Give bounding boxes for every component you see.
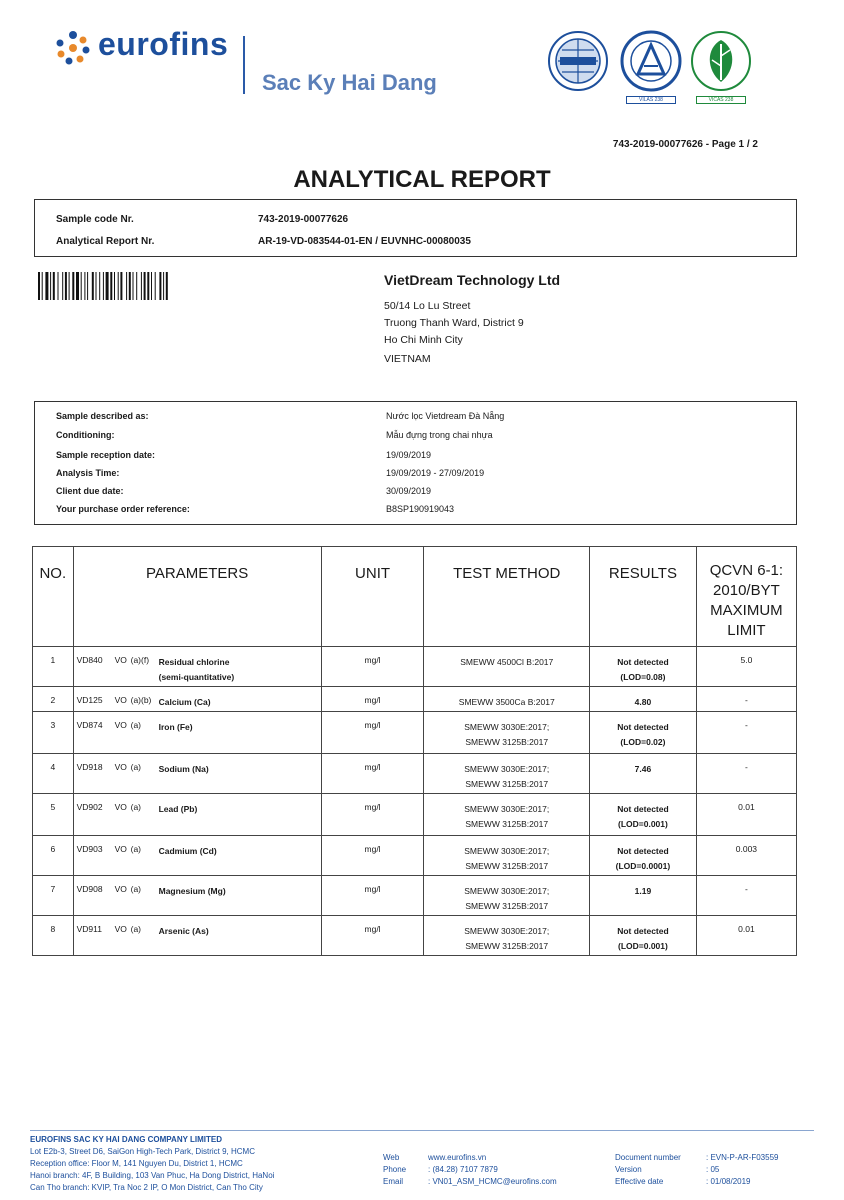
parameter-name-line: Lead (Pb)	[158, 804, 198, 814]
analysis-time-value: 19/09/2019 - 27/09/2019	[386, 468, 485, 478]
parameter-name	[159, 695, 211, 710]
footer-divider	[30, 1130, 814, 1131]
result-line: Not detected	[617, 846, 669, 856]
client-address-line: Truong Thanh Ward, District 9	[384, 317, 524, 329]
barcode-bar	[166, 272, 168, 300]
barcode-bar	[159, 272, 161, 300]
table-row	[33, 647, 797, 687]
header-limit-line: QCVN 6-1:	[709, 562, 784, 579]
barcode-bar	[133, 272, 134, 300]
parameter-code: VD911	[76, 924, 102, 934]
parameter-vo: VO	[114, 884, 127, 894]
result-line: 1.19	[634, 886, 652, 896]
client-due-date-label: Client due date:	[56, 486, 124, 496]
barcode-bar	[42, 272, 43, 300]
parameter-name-line: (semi-quantitative)	[158, 672, 235, 682]
limit-cell: -	[696, 712, 796, 754]
table-row	[33, 794, 797, 836]
unit-cell: mg/l	[321, 876, 424, 916]
method-line: SMEWW 3030E:2017;	[464, 886, 550, 896]
result-cell	[590, 712, 697, 754]
footer-company-block	[30, 1134, 274, 1194]
report-title: ANALYTICAL REPORT	[293, 166, 551, 193]
footer-address-line: Hanoi branch: 4F, B Building, 103 Van Phuc, Ha Dong District, HaNoi	[30, 1171, 275, 1180]
parameter-accreditation: (a)	[130, 924, 141, 934]
footer-address-line: Can Tho branch: KVIP, Tra Noc 2 IP, O Mon District, Can Tho City	[30, 1183, 263, 1192]
result-cell	[590, 647, 697, 687]
unit-cell: mg/l	[321, 712, 424, 754]
footer-contact-labels	[383, 1152, 433, 1188]
barcode-bar	[81, 272, 82, 300]
table-row	[33, 712, 797, 754]
barcode-bar	[110, 272, 112, 300]
parameter-code: VD874	[76, 720, 103, 730]
barcode-bar	[92, 272, 94, 300]
method-line: SMEWW 3030E:2017;	[464, 722, 550, 732]
method-line: SMEWW 3125B:2017	[465, 901, 549, 911]
row-number: 8	[33, 916, 74, 956]
report-number-label: Analytical Report Nr.	[56, 236, 155, 247]
page-reference: 743-2019-00077626 - Page 1 / 2	[612, 139, 758, 150]
barcode-bar	[72, 272, 74, 300]
barcode-bar	[106, 272, 109, 300]
reception-date-value: 19/09/2019	[386, 450, 432, 460]
method-line: SMEWW 3030E:2017;	[464, 764, 550, 774]
footer-document-values	[706, 1152, 778, 1188]
method-cell	[424, 687, 590, 712]
parameter-accreditation: (a)(f)	[130, 655, 150, 665]
barcode-bar	[99, 272, 100, 300]
table-row	[33, 836, 797, 876]
barcode-bar	[141, 272, 142, 300]
footer-version-label: Version	[615, 1165, 642, 1174]
purchase-order-value: B8SP190919043	[386, 504, 455, 514]
barcode-bar	[38, 272, 40, 300]
client-name: VietDream Technology Ltd	[384, 272, 561, 288]
result-cell	[590, 754, 697, 794]
header-unit: UNIT	[321, 547, 424, 647]
footer-doc-number-value: : EVN-P-AR-F03559	[706, 1153, 779, 1162]
sample-code-value: 743-2019-00077626	[258, 214, 349, 225]
globe-accreditation-seal-icon	[547, 30, 609, 92]
parameter-cell	[73, 712, 321, 754]
parameter-accreditation: (a)	[130, 720, 141, 730]
header-limit-line: LIMIT	[727, 622, 766, 639]
unit-cell: mg/l	[321, 916, 424, 956]
unit-cell: mg/l	[321, 754, 424, 794]
footer-address-line: Reception office: Floor M, 141 Nguyen Du, District 1, HCMC	[30, 1159, 243, 1168]
row-number: 1	[33, 647, 74, 687]
parameter-name	[159, 720, 193, 735]
parameter-vo: VO	[114, 720, 127, 730]
parameter-cell	[73, 754, 321, 794]
parameter-vo: VO	[114, 802, 127, 812]
footer-version-value: : 05	[706, 1165, 720, 1174]
unit-cell: mg/l	[321, 794, 424, 836]
eurofins-logo-icon	[55, 30, 91, 66]
report-number-value: AR-19-VD-083544-01-EN / EUVNHC-00080035	[258, 236, 471, 247]
parameter-vo: VO	[114, 695, 127, 705]
parameter-accreditation: (a)(b)	[130, 695, 152, 705]
result-line: 7.46	[634, 764, 652, 774]
parameter-name	[159, 655, 235, 685]
barcode-bar	[84, 272, 85, 300]
parameter-name-line: Iron (Fe)	[158, 722, 193, 732]
parameter-vo: VO	[114, 924, 127, 934]
limit-cell: 0.003	[696, 836, 796, 876]
result-cell	[590, 687, 697, 712]
parameter-cell	[73, 794, 321, 836]
parameter-name	[159, 844, 217, 859]
row-number: 7	[33, 876, 74, 916]
barcode-bar	[65, 272, 67, 300]
footer-document-labels	[615, 1152, 681, 1188]
footer-contact-values	[428, 1152, 557, 1188]
client-address-line: VIETNAM	[384, 353, 431, 365]
limit-cell: -	[696, 687, 796, 712]
sample-code-label: Sample code Nr.	[56, 214, 134, 225]
method-line: SMEWW 3125B:2017	[465, 941, 549, 951]
barcode-bar	[76, 272, 79, 300]
table-row	[33, 754, 797, 794]
parameter-accreditation: (a)	[130, 762, 141, 772]
row-number: 2	[33, 687, 74, 712]
logo-divider	[243, 36, 245, 94]
division-name: Sac Ky Hai Dang	[262, 70, 437, 95]
result-line: (LOD=0.02)	[620, 737, 666, 747]
client-address-line: 50/14 Lo Lu Street	[384, 300, 471, 312]
header-limit	[696, 547, 796, 647]
parameter-code: VD918	[76, 762, 103, 772]
barcode-bar	[58, 272, 59, 300]
method-cell	[424, 647, 590, 687]
parameter-accreditation: (a)	[130, 844, 141, 854]
barcode-bar	[129, 272, 131, 300]
limit-cell: -	[696, 876, 796, 916]
method-cell	[424, 712, 590, 754]
method-cell	[424, 754, 590, 794]
conditioning-label: Conditioning:	[56, 430, 115, 440]
barcode-bar	[114, 272, 115, 300]
reception-date-label: Sample reception date:	[56, 450, 156, 460]
footer-email-link[interactable]: : VN01_ASM_HCMC@eurofins.com	[428, 1177, 557, 1186]
barcode-bar	[62, 272, 63, 300]
table-row	[33, 916, 797, 956]
barcode-bar	[120, 272, 122, 300]
row-number: 3	[33, 712, 74, 754]
barcode-bar	[144, 272, 146, 300]
row-number: 5	[33, 794, 74, 836]
leaf-seal-icon	[690, 30, 752, 92]
parameter-accreditation: (a)	[130, 802, 141, 812]
footer-phone-label: Phone	[383, 1165, 407, 1174]
results-table-body	[33, 647, 797, 956]
parameter-code: VD125	[76, 695, 103, 705]
method-cell	[424, 794, 590, 836]
method-line: SMEWW 3030E:2017;	[464, 804, 550, 814]
header-limit-line: MAXIMUM	[710, 602, 783, 619]
parameter-vo: VO	[114, 655, 127, 665]
footer-web-link[interactable]: www.eurofins.vn	[428, 1153, 487, 1162]
header-no: NO.	[33, 547, 74, 647]
parameter-vo: VO	[114, 844, 127, 854]
barcode-bar	[50, 272, 51, 300]
barcode-bar	[69, 272, 70, 300]
barcode-bar	[126, 272, 127, 300]
result-line: 4.80	[634, 697, 652, 707]
client-address-line: Ho Chi Minh City	[384, 334, 463, 346]
method-line: SMEWW 3125B:2017	[465, 779, 549, 789]
parameter-code: VD840	[76, 655, 103, 665]
limit-cell: 0.01	[696, 794, 796, 836]
footer-company-name: EUROFINS SAC KY HAI DANG COMPANY LIMITED	[30, 1135, 223, 1144]
row-number: 6	[33, 836, 74, 876]
parameter-name	[159, 924, 209, 939]
result-line: (LOD=0.001)	[618, 941, 668, 951]
method-line: SMEWW 3125B:2017	[465, 737, 549, 747]
method-line: SMEWW 3125B:2017	[465, 819, 549, 829]
analysis-time-label: Analysis Time:	[56, 468, 120, 478]
result-line: Not detected	[617, 722, 669, 732]
barcode-bar	[87, 272, 88, 300]
parameter-name	[159, 884, 226, 899]
vilas-seal-caption: VILAS 238	[626, 96, 676, 104]
footer-phone-value: : (84.28) 7107 7879	[428, 1165, 498, 1174]
header-parameters: PARAMETERS	[73, 547, 321, 647]
client-due-date-value: 30/09/2019	[386, 486, 432, 496]
parameter-cell	[73, 687, 321, 712]
barcode-bar	[155, 272, 156, 300]
result-line: (LOD=0.0001)	[615, 861, 671, 871]
result-line: Not detected	[617, 657, 669, 667]
barcode-bar	[45, 272, 48, 300]
method-line: SMEWW 3125B:2017	[465, 861, 549, 871]
footer-address-line: Lot E2b-3, Street D6, SaiGon High-Tech Park, District 9, HCMC	[30, 1147, 255, 1156]
parameter-code: VD902	[76, 802, 103, 812]
barcode-bar	[53, 272, 55, 300]
header-test-method: TEST METHOD	[424, 547, 590, 647]
footer-email-label: Email	[383, 1177, 404, 1186]
parameter-cell	[73, 876, 321, 916]
footer-web-label: Web	[383, 1153, 400, 1162]
barcode-bar	[136, 272, 137, 300]
footer-doc-number-label: Document number	[615, 1153, 681, 1162]
parameter-name-line: Magnesium (Mg)	[158, 886, 226, 896]
purchase-order-label: Your purchase order reference:	[56, 504, 190, 514]
parameter-accreditation: (a)	[130, 884, 141, 894]
result-cell	[590, 836, 697, 876]
unit-cell: mg/l	[321, 687, 424, 712]
parameter-name-line: Sodium (Na)	[158, 764, 209, 774]
limit-cell: 5.0	[696, 647, 796, 687]
vilas-seal-icon	[620, 30, 682, 92]
parameter-cell	[73, 647, 321, 687]
parameter-name-line: Cadmium (Cd)	[158, 846, 217, 856]
parameter-cell	[73, 836, 321, 876]
result-line: (LOD=0.001)	[618, 819, 668, 829]
table-row	[33, 687, 797, 712]
unit-cell: mg/l	[321, 647, 424, 687]
table-row	[33, 876, 797, 916]
parameter-vo: VO	[114, 762, 127, 772]
report-codes-box	[34, 199, 797, 257]
header-results: RESULTS	[590, 547, 697, 647]
method-cell	[424, 836, 590, 876]
result-line: Not detected	[617, 926, 669, 936]
barcode-bar	[147, 272, 149, 300]
unit-cell: mg/l	[321, 836, 424, 876]
method-cell	[424, 876, 590, 916]
row-number: 4	[33, 754, 74, 794]
parameter-code: VD908	[76, 884, 103, 894]
limit-cell: 0.01	[696, 916, 796, 956]
footer-effective-date-value: : 01/08/2019	[706, 1177, 751, 1186]
method-line: SMEWW 3030E:2017;	[464, 846, 550, 856]
barcode-bar	[151, 272, 152, 300]
method-line: SMEWW 3500Ca B:2017	[458, 697, 555, 707]
barcode-bar	[96, 272, 97, 300]
limit-cell: -	[696, 754, 796, 794]
results-table	[32, 546, 797, 956]
parameter-name-line: Residual chlorine	[158, 657, 230, 667]
parameter-code: VD903	[76, 844, 103, 854]
brand-name: eurofins	[98, 26, 229, 62]
parameter-name	[159, 762, 209, 777]
result-cell	[590, 916, 697, 956]
result-line: Not detected	[617, 804, 669, 814]
barcode	[38, 272, 230, 300]
method-line: SMEWW 4500Cl B:2017	[460, 657, 554, 667]
table-header-row	[33, 547, 797, 647]
result-cell	[590, 794, 697, 836]
barcode-bar	[163, 272, 164, 300]
result-line: (LOD=0.08)	[620, 672, 666, 682]
method-line: SMEWW 3030E:2017;	[464, 926, 550, 936]
footer-effective-date-label: Effective date	[615, 1177, 664, 1186]
parameter-cell	[73, 916, 321, 956]
barcode-bar	[103, 272, 104, 300]
header-limit-line: 2010/BYT	[713, 582, 780, 599]
barcode-bar	[118, 272, 119, 300]
parameter-name-line: Arsenic (As)	[158, 926, 209, 936]
sample-described-value: Nước lọc Vietdream Đà Nẵng	[386, 411, 505, 421]
method-cell	[424, 916, 590, 956]
parameter-name-line: Calcium (Ca)	[158, 697, 211, 707]
leaf-seal-caption: VICAS 238	[696, 96, 746, 104]
parameter-name	[159, 802, 198, 817]
conditioning-value: Mẫu đựng trong chai nhựa	[386, 430, 493, 440]
result-cell	[590, 876, 697, 916]
sample-described-label: Sample described as:	[56, 411, 149, 421]
